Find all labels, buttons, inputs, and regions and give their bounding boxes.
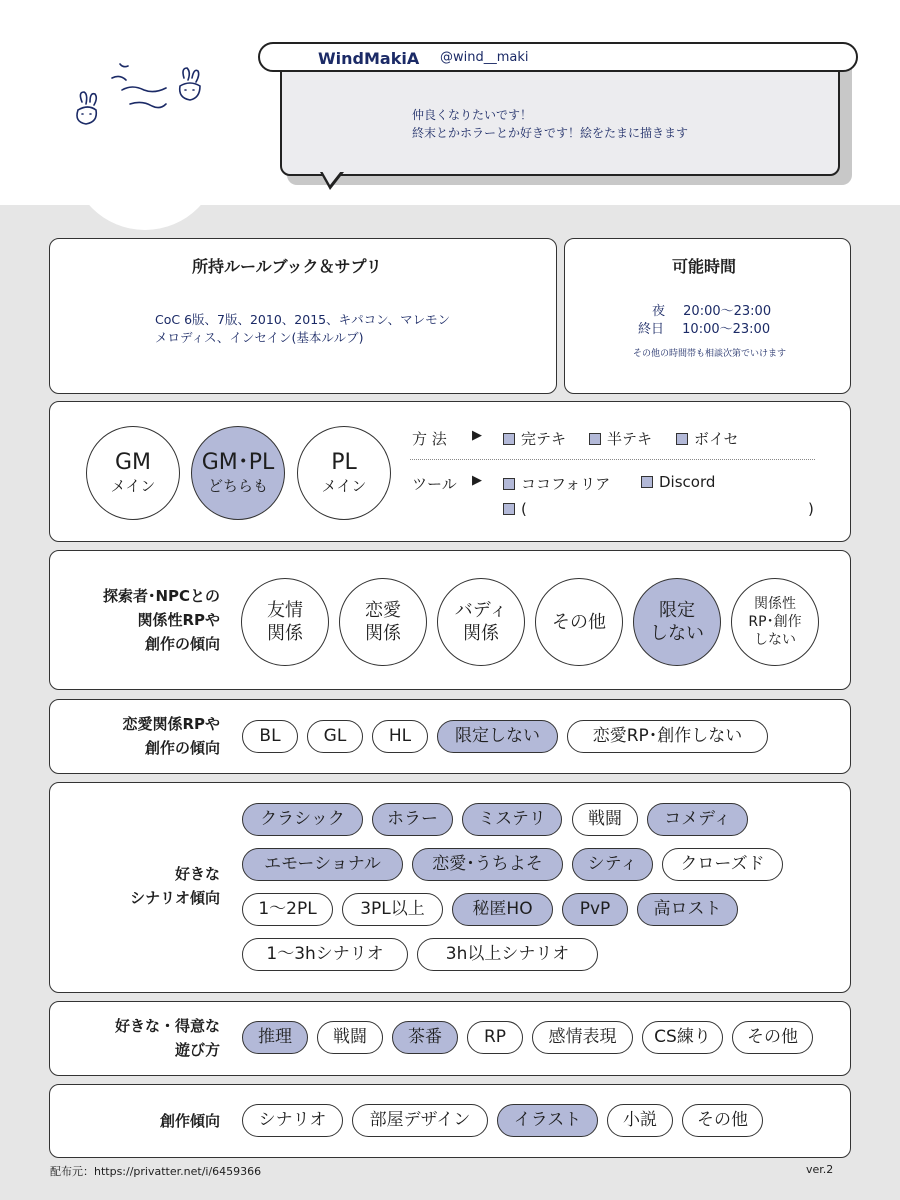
tool-option[interactable] (503, 473, 610, 494)
label-line: 好きな (174, 865, 220, 883)
time-value: 10:00～23:00 (682, 322, 771, 337)
role-line: GM (114, 450, 152, 475)
label-line: 遊び方 (174, 1041, 220, 1059)
role-line: メイン (321, 477, 367, 495)
label-line: 創作傾向 (159, 1112, 220, 1130)
scenario-option[interactable]: エモーショナル (242, 848, 403, 881)
tool-other-close: ) (808, 500, 814, 518)
scenario-option[interactable]: 3h以上シナリオ (417, 938, 598, 971)
playstyle-option[interactable]: CS練り (642, 1021, 723, 1054)
option-line: 友情 (267, 600, 303, 621)
method-option[interactable] (589, 428, 652, 449)
option-line: その他 (552, 611, 606, 633)
role-pl-circle[interactable] (297, 426, 391, 520)
label-line: 関係性RPや (137, 611, 220, 629)
playstyle-option[interactable]: その他 (732, 1021, 813, 1054)
role-line: メイン (110, 477, 156, 495)
role-line: PL (331, 450, 357, 475)
option-line: 限定 (659, 600, 695, 621)
role-line: どちらも (207, 477, 268, 495)
playstyle-option[interactable]: RP (467, 1021, 523, 1054)
role-gm-circle[interactable] (86, 426, 180, 520)
checkbox-icon (589, 433, 601, 445)
label-line: 創作の傾向 (144, 739, 220, 757)
romance-option[interactable]: BL (242, 720, 298, 753)
option-divider (410, 459, 815, 460)
rulebook-line: メロディス、インセイン(基本ルルブ) (155, 330, 364, 345)
method-option[interactable] (503, 428, 566, 449)
tool-option[interactable] (641, 473, 715, 491)
time-value: 20:00～23:00 (683, 304, 772, 319)
time-title: 可能時間 (672, 257, 737, 276)
option-line: RP･創作 (748, 614, 802, 630)
option-line: 関係 (267, 623, 303, 644)
rulebook-title: 所持ルールブック＆サプリ (192, 257, 382, 276)
romance-option[interactable]: GL (307, 720, 363, 753)
option-line: バディ (454, 600, 508, 621)
role-both-circle[interactable] (191, 426, 285, 520)
scenario-option[interactable]: 戦闘 (572, 803, 638, 836)
relation-option-selected[interactable] (633, 578, 721, 666)
time-row (638, 318, 770, 337)
tool-option-label: ココフォリア (521, 475, 611, 493)
scenario-option[interactable]: 3PL以上 (342, 893, 443, 926)
romance-option-selected[interactable]: 限定しない (437, 720, 558, 753)
method-arrow-icon: ▶ (472, 428, 482, 443)
creative-option[interactable]: イラスト (497, 1104, 598, 1137)
method-option-label: 半テキ (607, 430, 653, 448)
romance-option[interactable]: 恋愛RP･創作しない (567, 720, 768, 753)
scenario-option[interactable]: 1～2PL (242, 893, 333, 926)
checkbox-icon (503, 433, 515, 445)
header-curve (70, 150, 220, 230)
tool-other-option[interactable] (503, 500, 527, 518)
playstyle-option[interactable]: 茶番 (392, 1021, 458, 1054)
option-line: しない (650, 623, 704, 644)
scenario-option[interactable]: 高ロスト (637, 893, 738, 926)
playstyle-option[interactable]: 戦闘 (317, 1021, 383, 1054)
romance-label (70, 712, 220, 760)
time-label: 終日 (638, 322, 665, 337)
relation-option[interactable] (535, 578, 623, 666)
playstyle-label (70, 1014, 220, 1062)
source-credit: 配布元：https://privatter.net/i/6459366 (50, 1165, 262, 1178)
label-line: シナリオ傾向 (130, 889, 220, 907)
creative-option[interactable]: 部屋デザイン (352, 1104, 488, 1137)
relation-option[interactable] (731, 578, 819, 666)
relations-label (70, 584, 220, 656)
tool-label: ツール (412, 475, 457, 493)
method-option-label: 完テキ (521, 430, 567, 448)
label-line: 創作の傾向 (144, 635, 220, 653)
option-line: 関係 (365, 623, 401, 644)
scenario-option[interactable]: 秘匿HO (452, 893, 553, 926)
scenario-option[interactable]: シティ (572, 848, 653, 881)
relation-option[interactable] (241, 578, 329, 666)
option-line: しない (754, 632, 796, 648)
checkbox-icon (503, 478, 515, 490)
version-label: ver.2 (806, 1163, 834, 1176)
creative-option[interactable]: その他 (682, 1104, 763, 1137)
scenario-option[interactable]: 1～3hシナリオ (242, 938, 408, 971)
option-line: 恋愛 (365, 600, 401, 621)
tool-option-label: Discord (659, 473, 716, 491)
time-label: 夜 (652, 304, 666, 319)
scenario-option[interactable]: クラシック (242, 803, 363, 836)
scenario-option[interactable]: クローズド (662, 848, 783, 881)
profile-bio (412, 106, 688, 142)
bio-line: 仲良くなりたいです！ (412, 108, 533, 122)
creative-option[interactable]: 小説 (607, 1104, 673, 1137)
tool-other-open: ( (521, 500, 527, 518)
creative-label (70, 1109, 220, 1133)
method-option[interactable] (676, 428, 739, 449)
scenario-option[interactable]: コメディ (647, 803, 748, 836)
label-line: 好きな・得意な (114, 1017, 220, 1035)
bubble-tail-fill (322, 171, 341, 185)
checkbox-icon (676, 433, 688, 445)
label-line: 恋愛関係RPや (122, 715, 220, 733)
romance-option[interactable]: HL (372, 720, 428, 753)
profile-handle: @wind__maki (440, 50, 529, 65)
role-line: GM･PL (201, 450, 275, 475)
relation-option[interactable] (437, 578, 525, 666)
scenario-option[interactable]: ミステリ (462, 803, 562, 836)
creative-option[interactable]: シナリオ (242, 1104, 343, 1137)
method-label: 方 法 (412, 430, 447, 448)
checkbox-icon (641, 476, 653, 488)
checkbox-icon (503, 503, 515, 515)
scenario-label (70, 862, 220, 910)
time-row (652, 300, 771, 319)
rulebook-list (155, 311, 450, 347)
scenario-option[interactable]: 恋愛･うちよそ (412, 848, 563, 881)
profile-name: WindMakiA (318, 49, 420, 68)
rulebook-line: CoC 6版、7版、2010、2015、キパコン、マレモン (155, 312, 451, 327)
method-option-label: ボイセ (694, 430, 739, 448)
label-line: 探索者･NPCとの (102, 587, 220, 605)
playstyle-option[interactable]: 推理 (242, 1021, 308, 1054)
bunny-doodle-icon (60, 50, 230, 150)
scenario-option[interactable]: PvP (562, 893, 628, 926)
playstyle-option[interactable]: 感情表現 (532, 1021, 633, 1054)
option-line: 関係性 (754, 596, 796, 612)
time-note: その他の時間帯も相談次第でいけます (633, 349, 787, 359)
scenario-option[interactable]: ホラー (372, 803, 453, 836)
tool-arrow-icon: ▶ (472, 473, 482, 488)
option-line: 関係 (463, 623, 499, 644)
relation-option[interactable] (339, 578, 427, 666)
bio-line: 終末とかホラーとか好きです！絵をたまに描きます (412, 126, 689, 140)
